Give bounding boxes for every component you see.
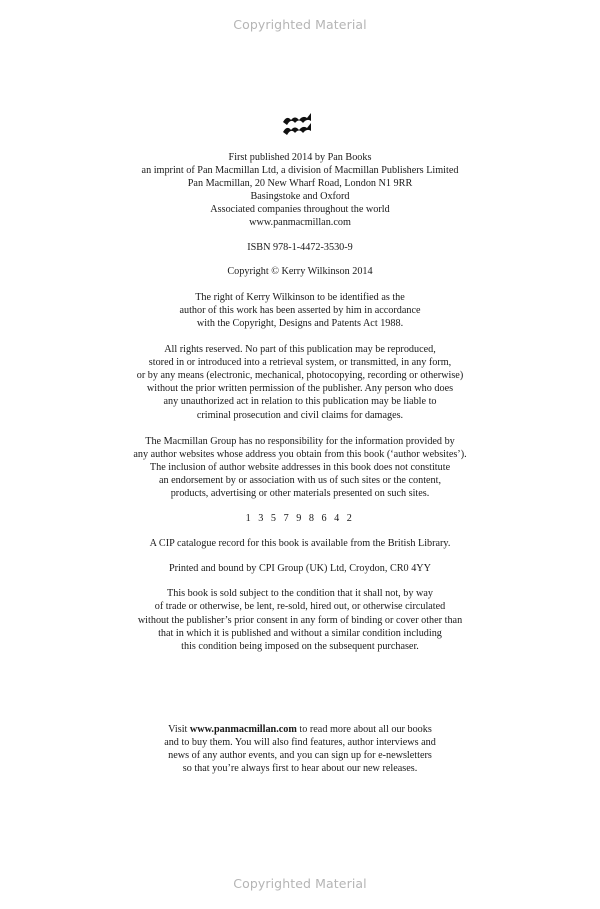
rights-line: criminal prosecution and civil claims for damages.: [196, 409, 404, 421]
visit-first-line: [100, 723, 500, 736]
copyright-text: Copyright © Kerry Wilkinson 2014: [227, 265, 373, 277]
disclaimer-line: products, advertising or other materials presented on such sites.: [170, 487, 430, 499]
rights-line: stored in or introduced into a retrieval system, or transmitted, in any form,: [148, 357, 452, 369]
publication-line: Basingstoke and Oxford: [250, 191, 350, 203]
moral-rights: [100, 291, 500, 330]
printed-by-text: Printed and bound by CPI Group (UK) Ltd, Croydon, CR0 4YY: [168, 563, 432, 575]
publication-line: First published 2014 by Pan Books: [228, 152, 372, 163]
visit-website-notice: [100, 723, 500, 775]
publication-line: an imprint of Pan Macmillan Ltd, a division of Macmillan Publishers Limited: [141, 165, 459, 177]
rights-reserved: [100, 343, 500, 422]
visit-line: and to buy them. You will also find features, author interviews and: [164, 737, 436, 749]
rights-line: or by any means (electronic, mechanical, photocopying, recording or otherwise): [136, 370, 464, 382]
rights-line: without the prior written permission of the publisher. Any person who does: [146, 383, 454, 395]
condition-line: this condition being imposed on the subsequent purchaser.: [181, 640, 419, 652]
printer-info: [100, 562, 500, 575]
moral-rights-line: The right of Kerry Wilkinson to be identified as the: [195, 291, 405, 303]
visit-suffix: to read more about all our books: [296, 724, 432, 735]
publication-info: [100, 151, 500, 230]
rights-line: any unauthorized act in relation to this publication may be liable to: [163, 396, 437, 408]
publication-line: Pan Macmillan, 20 New Wharf Road, London N1 9RR: [187, 178, 413, 190]
condition-line: of trade or otherwise, be lent, re-sold, hired out, or otherwise circulated: [154, 601, 446, 613]
disclaimer-line: The Macmillan Group has no responsibility for the information provided by: [145, 435, 455, 447]
visit-line: news of any author events, and you can sign up for e-newsletters: [168, 750, 432, 762]
isbn-text: ISBN 978-1-4472-3530-9: [247, 241, 353, 253]
moral-rights-line: with the Copyright, Designs and Patents Act 1988.: [196, 317, 404, 329]
condition-line: that in which it is published and without a similar condition including: [158, 627, 442, 639]
macmillan-logo-icon: [282, 112, 312, 136]
isbn: [100, 241, 500, 254]
disclaimer-line: any author websites whose address you obtain from this book (‘author websites’).: [133, 448, 467, 460]
watermark-bottom: Copyrighted Material: [233, 876, 367, 891]
watermark-top: Copyrighted Material: [233, 17, 367, 32]
rights-line: All rights reserved. No part of this publication may be reproduced,: [164, 344, 436, 356]
publication-line: Associated companies throughout the world: [210, 204, 390, 216]
cip-record: [100, 537, 500, 550]
sale-condition: [100, 587, 500, 652]
condition-line: This book is sold subject to the condition that it shall not, by way: [167, 588, 433, 600]
printing-number-line: 1 3 5 7 9 8 6 4 2: [245, 513, 355, 525]
condition-line: without the publisher’s prior consent in any form of binding or cover other than: [137, 614, 463, 626]
disclaimer-line: The inclusion of author website addresses in this book does not constitute: [149, 461, 451, 473]
copyright-notice: [100, 265, 500, 278]
disclaimer-line: an endorsement by or association with us of such sites or the content,: [158, 474, 442, 486]
responsibility-disclaimer: [100, 435, 500, 500]
moral-rights-line: author of this work has been asserted by him in accordance: [179, 304, 421, 316]
visit-prefix: Visit: [168, 724, 190, 735]
cip-text: A CIP catalogue record for this book is available from the British Library.: [149, 538, 451, 550]
copyright-page-content: [100, 151, 500, 653]
printing-line: [100, 512, 500, 525]
publisher-website-link: www.panmacmillan.com: [189, 724, 297, 735]
publisher-url: www.panmacmillan.com: [249, 217, 351, 229]
visit-line: so that you’re always first to hear about our new releases.: [182, 763, 418, 775]
